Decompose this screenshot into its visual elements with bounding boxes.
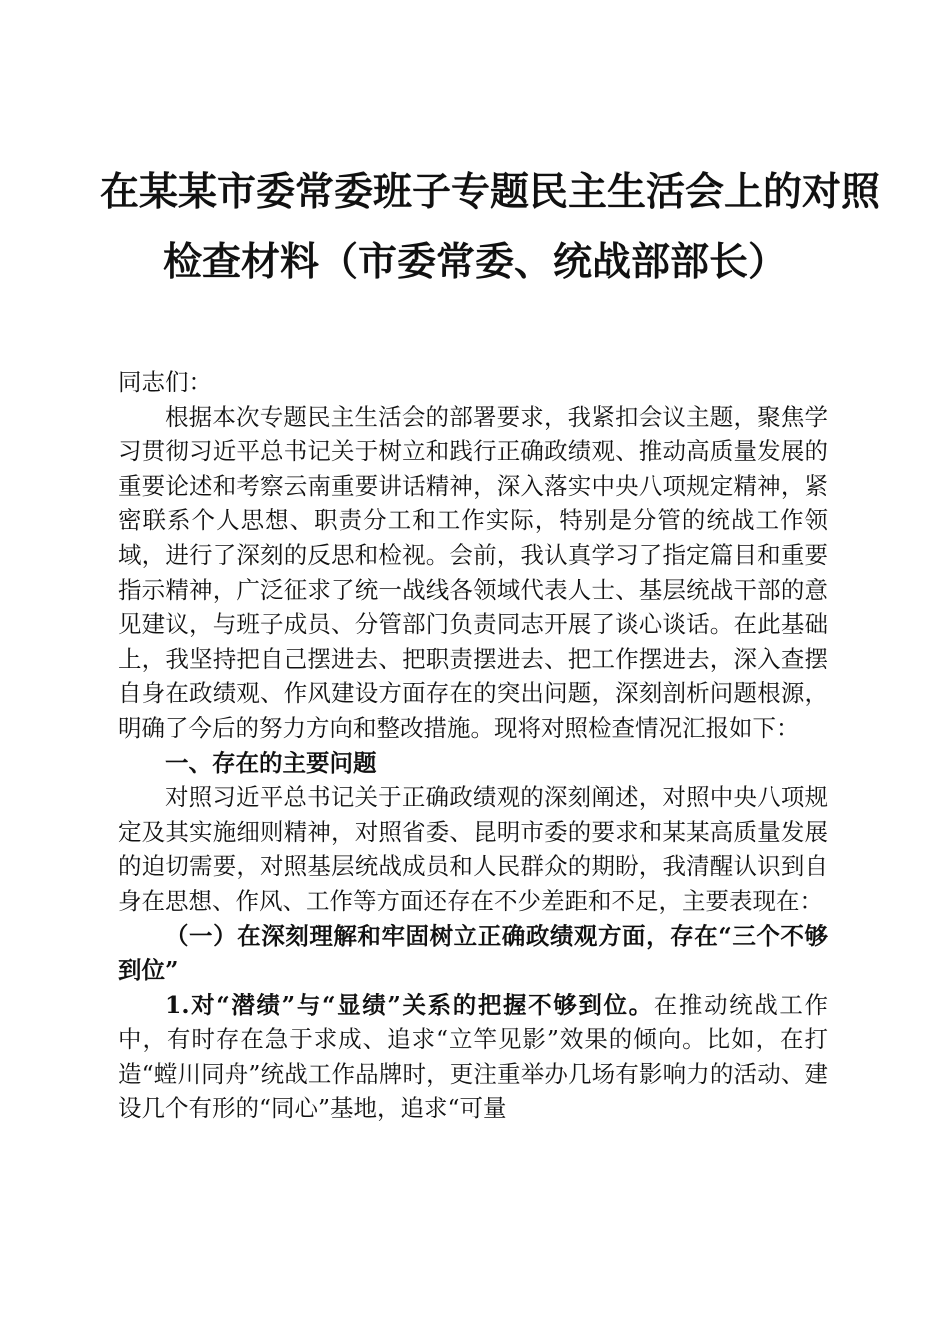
document-title-line-2: 检查材料（市委常委、统战部部长） [162, 239, 787, 285]
document-title-line-1: 在某某市委常委班子专题民主生活会上的对照 [100, 169, 881, 215]
section-heading-problems: 一、存在的主要问题 [165, 748, 377, 777]
document-body [118, 365, 828, 1126]
item-text: 在推动统战工作中，有时存在急于求成、追求“立竿见影”效果的倾向。比如，在打造“螳川同舟”统战工作品牌时，更注重举办几场有影响力的活动、建设几个有形的“同心”基地，追求“可量 [118, 990, 829, 1123]
intro-paragraph: 根据本次专题民主生活会的部署要求，我紧扣会议主题，聚焦学习贯彻习近平总书记关于树立和践行正确政绩观、推动高质量发展的重要论述和考察云南重要讲话精神，深入落实中央八项规定精神，紧密联系个人思想、职责分工和工作实际，特别是分管的统战工作领域，进行了深刻的反思和检视。会前，我认真学习了指定篇目和重要指示精神，广泛征求了统一战线各领域代表人士、基层统战干部的意见建议，与班子成员、分管部门负责同志开展了谈心谈话。在此基础上，我坚持把自己摆进去、把职责摆进去、把工作摆进去，深入查摆自身在政绩观、作风建设方面存在的突出问题，深刻剖析问题根源，明确了今后的努力方向和整改措施。现将对照检查情况汇报如下： [118, 402, 828, 742]
salutation: 同志们： [118, 368, 212, 396]
item-lead: 1.对“潜绩”与“显绩”关系的把握不够到位。 [165, 990, 654, 1019]
subsection-heading: （一）在深刻理解和牢固树立正确政绩观方面，存在“三个不够到位” [118, 921, 828, 985]
item-paragraph [118, 988, 828, 1126]
section-paragraph: 对照习近平总书记关于正确政绩观的深刻阐述，对照中央八项规定及其实施细则精神，对照省委、昆明市委的要求和某某高质量发展的迫切需要，对照基层统战成员和人民群众的期盼，我清醒认识到自身在思想、作风、工作等方面还存在不少差距和不足，主要表现在： [118, 783, 828, 915]
